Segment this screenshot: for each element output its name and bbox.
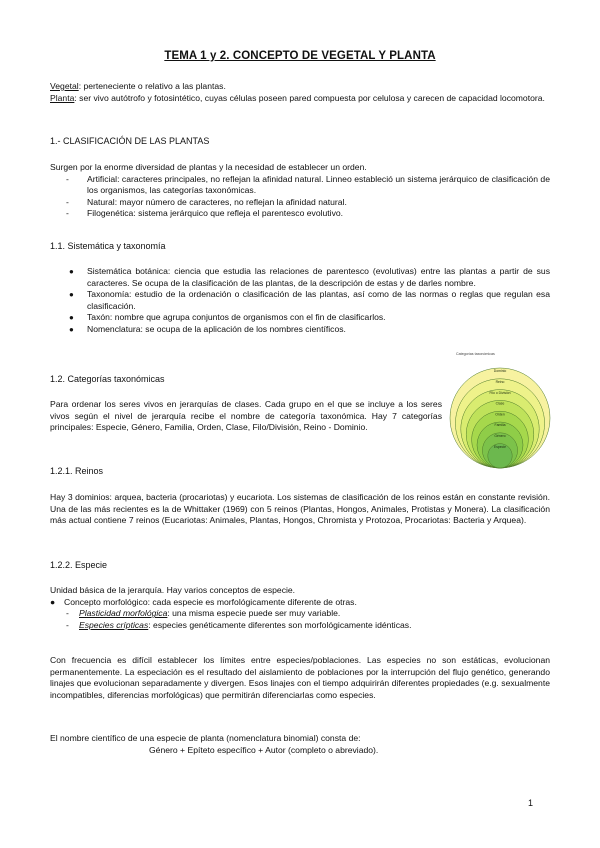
list-item: - Filogenética: sistema jerárquico que refleja el parentesco evolutivo. [66,208,344,219]
section-reinos-text: Hay 3 dominios: arquea, bacteria (procariotas) y eucariota. Los sistemas de clasificación de los reinos están en constante revisión. Una de las más recientes es la de Whittaker (1969) con 5 reinos (Plantas, Hongos, Animales, Protistas y Monera). La clasificación más actual contiene 7 reinos (Eucariotas: Animales, Plantas, Hongos, Chromista y Protozoa, Procariotas: Bacteria y Arquea). [50,492,550,526]
definition-planta [50,93,550,105]
definitions [50,81,550,104]
list-item: ● Taxón: nombre que agrupa conjuntos de organismos con el fin de clasificarlos. [69,312,386,323]
taxon-level-label: Filo o División [489,390,511,395]
nomenclature-formula: Género + Epíteto específico + Autor (completo o abreviado). [149,745,379,755]
section-clasificacion-body [50,162,550,220]
section-heading-sistematica: 1.1. Sistemática y taxonomía [50,241,166,251]
list-item: - Plasticidad morfológica: una misma especie puede ser muy variable. [66,608,341,619]
taxon-level-label: Clase [495,401,505,406]
definition-vegetal [50,81,550,93]
page-number: 1 [528,798,534,808]
list-item: - Natural: mayor número de caracteres, no reflejan la afinidad natural. [66,196,347,207]
list-item: - Artificial: caracteres principales, no reflejan la afinidad natural. Linneo estableció un sistema jerárquico de clasificación de los organismos, las categorías taxonómicas. [66,173,550,196]
page-title: TEMA 1 y 2. CONCEPTO DE VEGETAL Y PLANTA [164,50,436,62]
section-especie-body [50,585,550,631]
list-item: ● Sistemática botánica: ciencia que estudia las relaciones de parentesco (evolutivas) entre las plantas a partir de sus caracteres. Se ocupa de la clasificación de las plantas, de la descripción de estas y de darles nombre. [69,266,550,288]
taxon-level-label: Dominio [493,369,507,374]
section-intro: Surgen por la enorme diversidad de plantas y la necesidad de establecer un orden. [50,162,367,172]
taxonomic-categories-figure [448,352,552,472]
figure-caption: Categorías taxonómicas [456,352,495,356]
definition-text: : ser vivo autótrofo y fotosintético, cuyas células poseen pared compuesta por celulosa y carecen de capacidad locomotora. [74,92,545,103]
section-categorias-text: Para ordenar los seres vivos en jerarquías de clases. Cada grupo en el que se incluye a los seres vivos según el nivel de jerarquía recibe el nombre de categoría taxonómica. Hay 7 categorías principales: Especie, Género, Familia, Orden, Clase, Filo/División, Reino - Dominio. [50,399,442,433]
section-intro: Unidad básica de la jerarquía. Hay varios conceptos de especie. [50,585,296,595]
taxon-level-label: Género [494,434,506,438]
taxon-level-label: Reino [495,380,505,384]
nomenclature-intro: El nombre científico de una especie de planta (nomenclatura binomial) consta de: [50,733,361,743]
section-heading-categorias: 1.2. Categorías taxonómicas [50,374,165,384]
list-item: - Especies crípticas: especies genéticamente diferentes son morfológicamente idénticas. [66,619,412,630]
definition-term: Vegetal [50,81,79,91]
section-sistematica-body [50,266,550,336]
taxon-level-label: Especie [493,444,507,449]
list-item: ● Nomenclatura: se ocupa de la aplicación de los nombres científicos. [69,323,346,334]
taxon-level-label: Familia [494,423,506,428]
section-heading-especie: 1.2.2. Especie [50,560,108,570]
definition-text: : perteneciente o relativo a las plantas. [78,81,226,91]
section-heading-clasificacion: 1.- CLASIFICACIÓN DE LAS PLANTAS [50,136,210,146]
section-heading-reinos: 1.2.1. Reinos [50,466,104,476]
definition-term: Planta [50,92,75,103]
taxon-level-label: Orden [495,412,505,417]
section-especie-paragraph: Con frecuencia es difícil establecer los límites entre especies/poblaciones. Las especies no son estáticas, evolucionan permanentemente. La especiación es el resultado del aislamiento de poblaciones por la interrupción del flujo genético, generando linajes que evolucionan separadamente y divergen. Esos linajes con el tiempo adquirirán diferentes propiedades (e.g. sexualmente incompatibles, diferencias morfológicas) que permitirán diferenciarlas como especies. [50,655,550,700]
list-item: ● Concepto morfológico: cada especie es morfológicamente diferente de otras. [50,596,357,607]
nested-circles-diagram [448,352,552,472]
list-item: ● Taxonomía: estudio de la ordenación o clasificación de las plantas, así como de las normas o reglas que regulan esa clasificación. [69,289,550,311]
